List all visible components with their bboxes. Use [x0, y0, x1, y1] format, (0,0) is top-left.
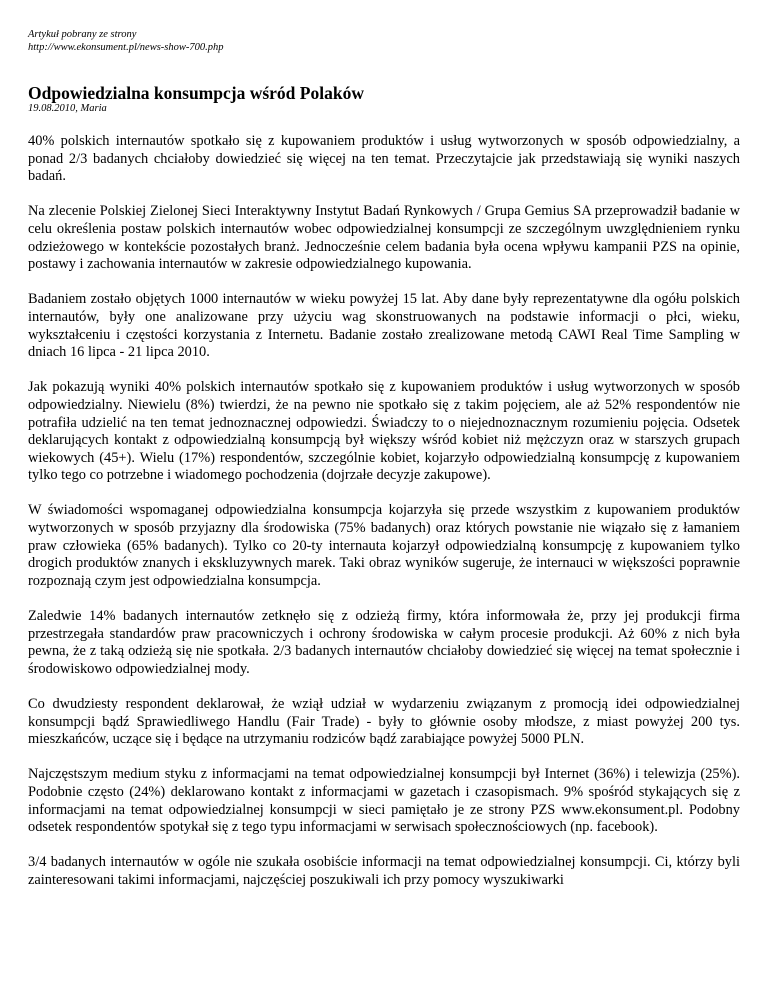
- paragraph-3: Badaniem zostało objętych 1000 internautów w wieku powyżej 15 lat. Aby dane były reprezentatywne dla ogółu polskich internautów, były one analizowane przy użyciu wag skonstruowanych na podstawie informacji o płci, wieku, wykształceniu i częstości korzystania z Internetu. Badanie zostało zrealizowane metodą CAWI Real Time Sampling w dniach 16 lipca - 21 lipca 2010.: [28, 291, 740, 361]
- paragraph-5: W świadomości wspomaganej odpowiedzialna konsumpcja kojarzyła się przede wszystkim z kupowaniem produktów wytworzonych w sposób przyjazny dla środowiska (75% badanych) oraz których powstanie nie wiązało się z łamaniem praw człowieka (65% badanych). Tylko co 20-ty internauta kojarzył odpowiedzialną konsumpcję z kupowaniem tylko drogich produktów znanych i ekskluzywnych marek. Taki obraz wyników sugeruje, że internauci w większości poprawnie rozpoznają czym jest odpowiedzialna konsumpcja.: [28, 502, 740, 589]
- article-date-author: 19.08.2010, Maria: [28, 103, 107, 114]
- source-note: [28, 28, 740, 54]
- paragraph-1: 40% polskich internautów spotkało się z kupowaniem produktów i usług wytworzonych w sposób odpowiedzialny, a ponad 2/3 badanych chciałoby dowiedzieć się więcej na ten temat. Przeczytajcie jak przedstawiają się wyniki naszych badań.: [28, 133, 740, 185]
- paragraph-2: Na zlecenie Polskiej Zielonej Sieci Interaktywny Instytut Badań Rynkowych / Grupa Gemius SA przeprowadził badanie w celu określenia postaw polskich internautów wobec odpowiedzialnej konsumpcji ze szczególnym uwzględnieniem rynku odzieżowego w kontekście pozostałych branż. Jednocześnie celem badania była ocena wpływu kampanii PZS na opinie, postawy i zachowania internautów w zakresie odpowiedzialnego kupowania.: [28, 203, 740, 273]
- paragraph-6: Zaledwie 14% badanych internautów zetknęło się z odzieżą firmy, która informowała że, przy jej produkcji firma przestrzegała standardów praw pracowniczych i ochrony środowiska w całym procesie produkcji. Aż 60% z nich była pewna, że z taką odzieżą się nie spotkała. 2/3 badanych internautów chciałoby dowiedzieć się więcej na temat społecznie i środowiskowo odpowiedzialnej mody.: [28, 608, 740, 677]
- source-label: Artykuł pobrany ze strony: [28, 29, 137, 40]
- source-url[interactable]: http://www.ekonsument.pl/news-show-700.php: [28, 42, 224, 53]
- paragraph-8: Najczęstszym medium styku z informacjami na temat odpowiedzialnej konsumpcji był Internet (36%) i telewizja (25%). Podobnie często (24%) deklarowano kontakt z informacjami w gazetach i czasopismach. 9% spośród stykających się z informacjami na temat odpowiedzialnej konsumpcji w sieci pamiętało je ze strony PZS www.ekonsument.pl. Podobny odsetek respondentów spotykał się z tego typu informacjami w serwisach społecznościowych (np. facebook).: [28, 766, 740, 836]
- paragraph-7: Co dwudziesty respondent deklarował, że wziął udział w wydarzeniu związanym z promocją idei odpowiedzialnej konsumpcji bądź Sprawiedliwego Handlu (Fair Trade) - były to głównie osoby młodsze, z miast powyżej 200 tys. mieszkańców, uczące się i będące na utrzymaniu rodziców bądź zarabiające powyżej 5000 PLN.: [28, 696, 740, 748]
- paragraph-4: Jak pokazują wyniki 40% polskich internautów spotkało się z kupowaniem produktów i usług wytworzonych w sposób odpowiedzialny. Niewielu (8%) twierdzi, że na pewno nie spotkało się z takim pojęciem, ale aż 52% respondentów nie potrafiła udzielić na ten temat jednoznacznej odpowiedzi. Świadczy to o niejednoznacznym rozumieniu pojęcia. Odsetek deklarujących kontakt z odpowiedzialną konsumpcją był większy wśród kobiet niż mężczyzn oraz w starszych grupach wiekowych (45+). Wielu (17%) respondentów, szczególnie kobiet, kojarzyło odpowiedzialną konsumpcję z kupowaniem tylko tego co potrzebne i wiadomego pochodzenia (dojrzałe decyzje zakupowe).: [28, 379, 740, 484]
- paragraph-9: 3/4 badanych internautów w ogóle nie szukała osobiście informacji na temat odpowiedzialnej konsumpcji. Ci, którzy byli zainteresowani takimi informacjami, najczęściej poszukiwali ich przy pomocy wyszukiwarki: [28, 854, 740, 888]
- document-page: [28, 28, 740, 890]
- article-body: [28, 133, 740, 890]
- article-title: Odpowiedzialna konsumpcja wśród Polaków: [28, 83, 364, 103]
